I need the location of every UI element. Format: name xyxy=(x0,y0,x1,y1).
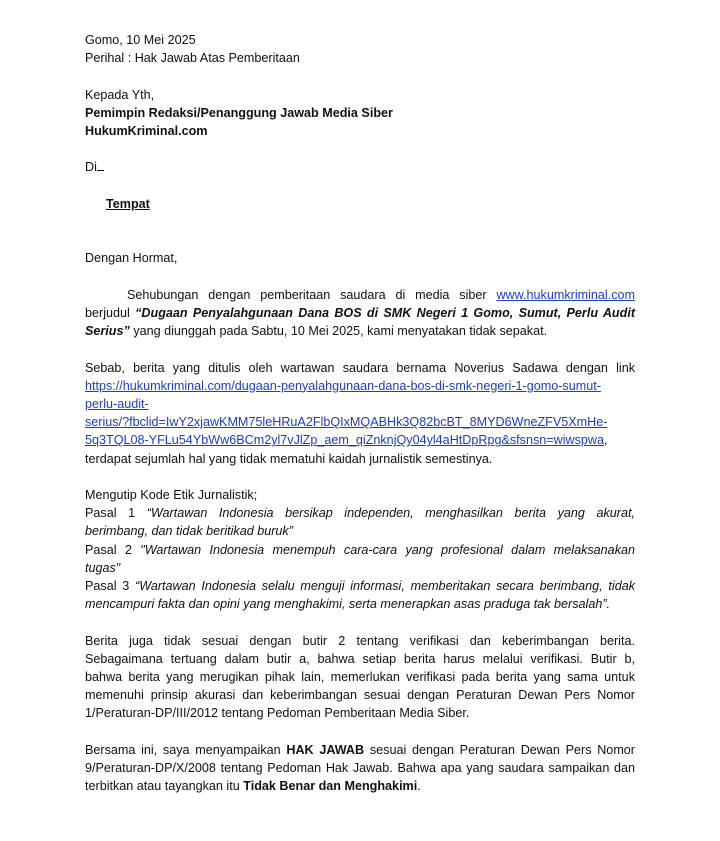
p4-line-3 xyxy=(85,777,635,795)
pasal1-text-1: “Wartawan Indonesia bersikap independen, menghasilkan berita yang akurat, xyxy=(146,506,635,521)
p3-line-2: Sebagaimana tertuang dalam butir a, bahwa setiap berita harus melalui verifikasi. Butir b, xyxy=(85,651,635,666)
di-underline xyxy=(97,158,104,171)
di-text: Di xyxy=(85,160,97,175)
pasal1-text-2: berimbang, dan tidak beritikad buruk” xyxy=(85,524,293,539)
article-link-1[interactable]: https://hukumkriminal.com/dugaan-penyalahgunaan-dana-bos-di-smk-negeri-1-gomo-sumut- xyxy=(85,378,601,393)
subject-line: Perihal : Hak Jawab Atas Pemberitaan xyxy=(85,51,300,66)
tidak-benar-bold: Tidak Benar dan Menghakimi xyxy=(243,779,418,794)
pasal3-text-2: mencampuri fakta dan opini yang menghakimi, serta menerapkan asas praduga tak bersalah”. xyxy=(85,597,611,612)
recipient-outlet: HukumKriminal.com xyxy=(85,124,208,138)
p3-line-5: 1/Peraturan-DP/III/2012 tentang Pedoman Pemberitaan Media Siber. xyxy=(85,706,470,721)
p4-l3-a: terbitkan atau tayangkan itu xyxy=(85,779,240,794)
article-link-line-4 xyxy=(85,431,635,449)
p2-line-1: Sebab, berita yang ditulis oleh wartawan saudara bernama Noverius Sadawa dengan link xyxy=(85,360,635,375)
hak-jawab-bold: HAK JAWAB xyxy=(286,742,365,757)
pasal3-label: Pasal 3 xyxy=(85,578,130,593)
place-date: Gomo, 10 Mei 2025 xyxy=(85,33,196,47)
di-line xyxy=(85,158,635,176)
letter-page xyxy=(85,31,635,795)
p4-l3-c: . xyxy=(417,779,421,794)
link-comma: , xyxy=(604,433,608,448)
pasal1-line-1 xyxy=(85,504,635,522)
pasal2-text-2: tugas" xyxy=(85,560,121,575)
recipient-position: Pemimpin Redaksi/Penanggung Jawab Media Siber xyxy=(85,105,393,120)
hukumkriminal-link[interactable]: www.hukumkriminal.com xyxy=(496,287,636,302)
pasal3-text-1: “Wartawan Indonesia selalu menguji informasi, memberitakan secara berimbang, tidak xyxy=(135,578,635,593)
pasal2-line-1 xyxy=(85,541,635,559)
p4-text-a: Bersama ini, saya menyampaikan xyxy=(85,742,281,757)
p1-text: Sehubungan dengan pemberitaan saudara di media siber xyxy=(127,287,487,302)
pasal2-text-1: "Wartawan Indonesia menempuh cara-cara yang profesional dalam melaksanakan xyxy=(140,542,635,557)
p4-line-1 xyxy=(85,741,635,759)
article-title-part2: Serius” xyxy=(85,324,130,339)
p1-line-3 xyxy=(85,322,635,340)
p2-last-line: terdapat sejumlah hal yang tidak mematuhi kaidah jurnalistik semestinya. xyxy=(85,451,493,466)
p1-line-2 xyxy=(85,304,635,322)
pasal2-label: Pasal 2 xyxy=(85,542,132,557)
p4-text-c: sesuai dengan Peraturan Dewan Pers Nomor xyxy=(369,742,636,757)
p3-line-4: memenuhi prinsip akurasi dan keberimbangan sesuai dengan Peraturan Dewan Pers Nomor xyxy=(85,688,635,703)
p3-line-3: bahwa berita yang merugikan pihak lain, memerlukan verifikasi pada berita yang sama untuk xyxy=(85,669,635,684)
greeting: Dengan Hormat, xyxy=(85,251,178,266)
article-link-2[interactable]: perlu-audit- xyxy=(85,396,149,411)
article-link-3[interactable]: serius/?fbclid=IwY2xjawKMM75leHRuA2FlbQIxMQABHk3Q82bcBT_8MYD6WneZFV5XmHe- xyxy=(85,415,608,430)
article-link-line-1 xyxy=(85,377,635,395)
article-link-line-3 xyxy=(85,413,635,431)
article-title-part1: “Dugaan Penyalahgunaan Dana BOS di SMK Negeri 1 Gomo, Sumut, Perlu Audit xyxy=(135,305,636,320)
kode-intro: Mengutip Kode Etik Jurnalistik; xyxy=(85,487,258,502)
p1-prefix: berjudul xyxy=(85,305,130,320)
tempat-line: Tempat xyxy=(106,196,150,211)
pasal3-line-1 xyxy=(85,577,635,595)
pasal1-label: Pasal 1 xyxy=(85,506,136,521)
article-link-line-2 xyxy=(85,395,635,413)
recipient-salutation: Kepada Yth, xyxy=(85,87,155,102)
p4-line-2: 9/Peraturan-DP/X/2008 tentang Pedoman Hak Jawab. Bahwa apa yang saudara sampaikan dan xyxy=(85,760,635,775)
article-link-4[interactable]: 5q3TQL08-YFLu54YbWw6BCm2yl7vJlZp_aem_qiZnknjQy04yl4aHtDpRpg&sfsnsn=wiwspwa xyxy=(85,433,605,448)
p1-rest: yang diunggah pada Sabtu, 10 Mei 2025, kami menyatakan tidak sepakat. xyxy=(133,324,548,339)
p3-line-1: Berita juga tidak sesuai dengan butir 2 tentang verifikasi dan keberimbangan berita. xyxy=(85,633,635,648)
p1-line-1 xyxy=(85,286,635,304)
